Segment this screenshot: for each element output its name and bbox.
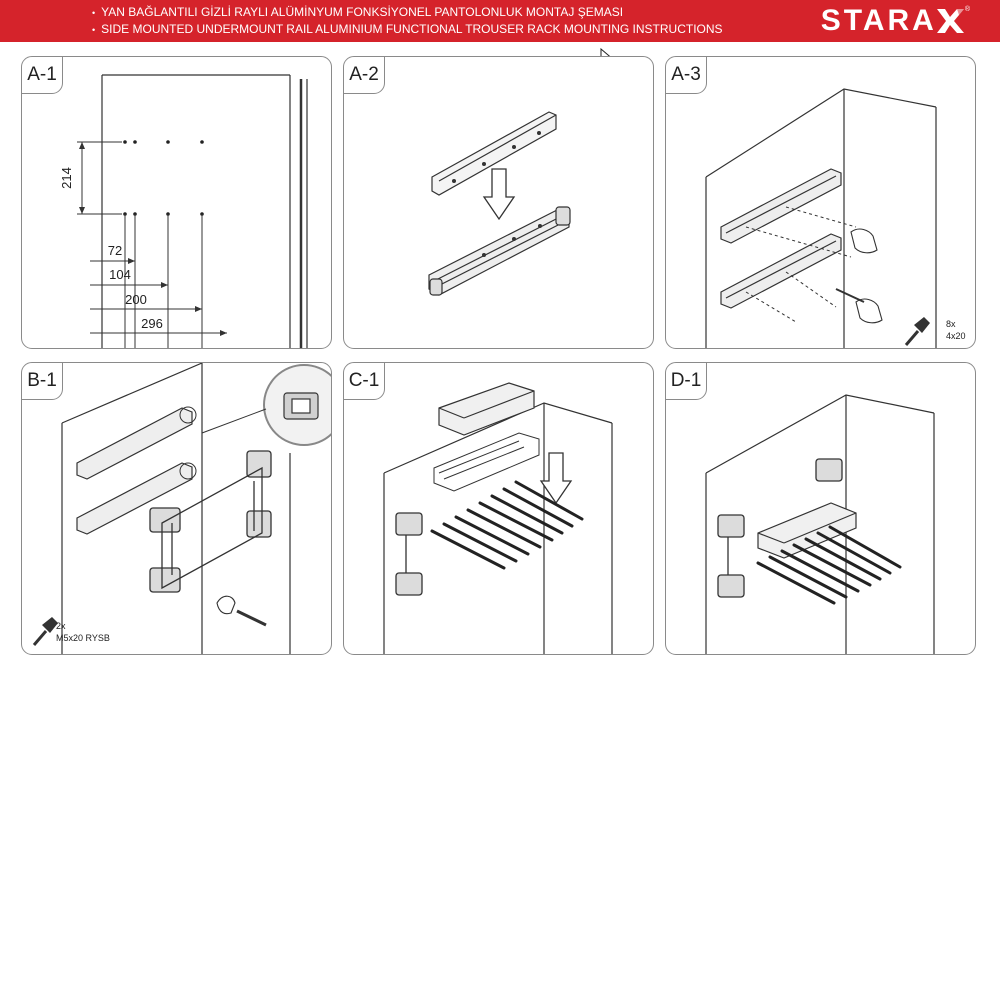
panel-label: A-1 [21, 56, 63, 94]
a3-rail-fixing-diagram [666, 57, 976, 349]
dim-200: 200 [125, 292, 147, 307]
title-english: • SIDE MOUNTED UNDERMOUNT RAIL ALUMINIUM FUNCTIONAL TROUSER RACK MOUNTING INSTRUCTIONS [92, 22, 723, 36]
panel-label: D-1 [665, 362, 707, 400]
panel-d1 [665, 362, 976, 655]
dim-214: 214 [59, 167, 74, 189]
logo-x-icon [935, 6, 965, 36]
panel-a3 [665, 56, 976, 349]
b1-screw-size: M5x20 RYSB [56, 633, 110, 643]
panel-c1 [343, 362, 654, 655]
header-bar [0, 0, 1000, 42]
b1-rack-mounting-diagram [22, 363, 332, 655]
a1-drilling-diagram [22, 57, 332, 349]
registered-mark: ® [964, 6, 970, 13]
starax-logo [821, 3, 970, 39]
panel-a2 [343, 56, 654, 349]
logo-text: STARA [820, 4, 937, 37]
b1-screw-qty: 2x [56, 621, 66, 631]
screw-icon [906, 317, 930, 345]
panel-label: C-1 [343, 362, 385, 400]
a2-rail-assembly-diagram [344, 57, 654, 349]
a3-screw-size: 4x20 [946, 331, 966, 341]
screw-icon [34, 617, 58, 645]
dim-296: 296 [141, 316, 163, 331]
panel-label: A-2 [343, 56, 385, 94]
panel-b1 [21, 362, 332, 655]
c1-basket-insertion-diagram [344, 363, 654, 655]
panel-label: B-1 [21, 362, 63, 400]
dim-72: 72 [107, 243, 123, 258]
panel-label: A-3 [665, 56, 707, 94]
dim-104: 104 [109, 267, 131, 282]
a3-screw-qty: 8x [946, 319, 956, 329]
panel-a1 [21, 56, 332, 349]
title-turkish: • YAN BAĞLANTILI GİZLİ RAYLI ALÜMİNYUM FONKSİYONEL PANTOLONLUK MONTAJ ŞEMASI [92, 5, 624, 19]
d1-final-assembly-diagram [666, 363, 976, 655]
